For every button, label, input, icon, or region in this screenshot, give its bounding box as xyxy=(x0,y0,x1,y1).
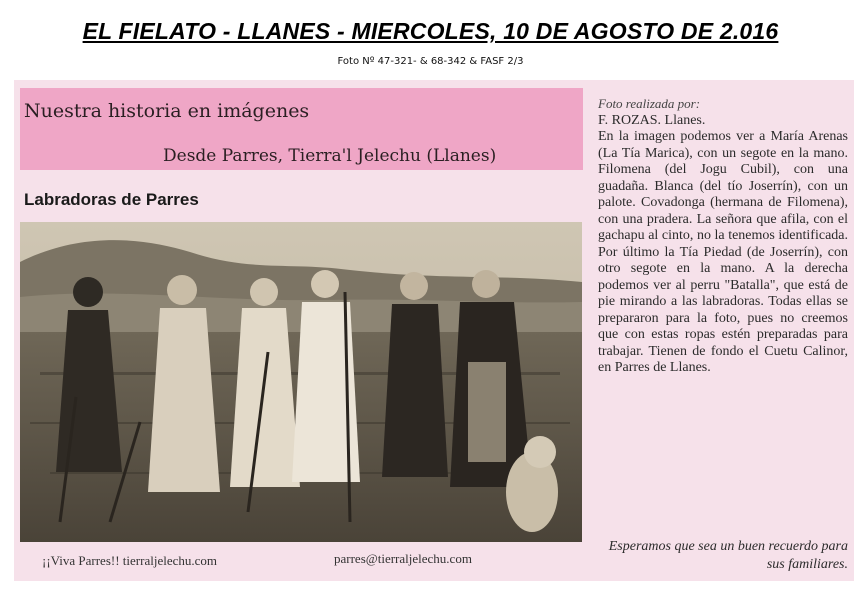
closing-note: Esperamos que sea un buen recuerdo para sus familiares. xyxy=(608,539,848,572)
footer-email[interactable]: parres@tierraljelechu.com xyxy=(334,551,472,566)
footer-website[interactable]: ¡¡Viva Parres!! tierraljelechu.com xyxy=(42,553,217,568)
historic-photo xyxy=(20,222,582,542)
caption-body: En la imagen podemos ver a María Arenas (La Tía Marica), con un segote en la mano. Filomena (del Jogu Cubil), con una guadaña. Blanca (del tío Joserrín), con un palote. Covadonga (hermana de Filomena), con una pradera. La señora que afila, con el gachapu al cinto, no la tenemos identificada. Por último la Tía Piedad (de Joserrín), con otro segote en la mano. A la derecha podemos ver al perru "Batalla", que está de pie mirando a las labradoras. Todas ellas se prepararon para la foto, pues no creemos que con estas ropas estén preparadas para trabajar. Tienen de fondo el Cuetu Calinor, en Parres de Llanes. xyxy=(598,129,848,375)
caption-author: F. ROZAS. Llanes. xyxy=(598,112,706,128)
photo-reference: Foto Nº 47-321- & 68-342 & FASF 2/3 xyxy=(337,56,524,67)
banner-title: Nuestra historia en imágenes xyxy=(24,100,310,122)
photo-caption xyxy=(598,96,848,377)
page-title: EL FIELATO - LLANES - MIERCOLES, 10 DE AGOSTO DE 2.016 xyxy=(82,18,779,44)
banner-subtitle: Desde Parres, Tierra'l Jelechu (Llanes) xyxy=(163,146,497,166)
caption-credit: Foto realizada por: xyxy=(598,96,701,111)
historic-photo-image xyxy=(20,222,582,542)
section-title: Labradoras de Parres xyxy=(24,190,199,209)
